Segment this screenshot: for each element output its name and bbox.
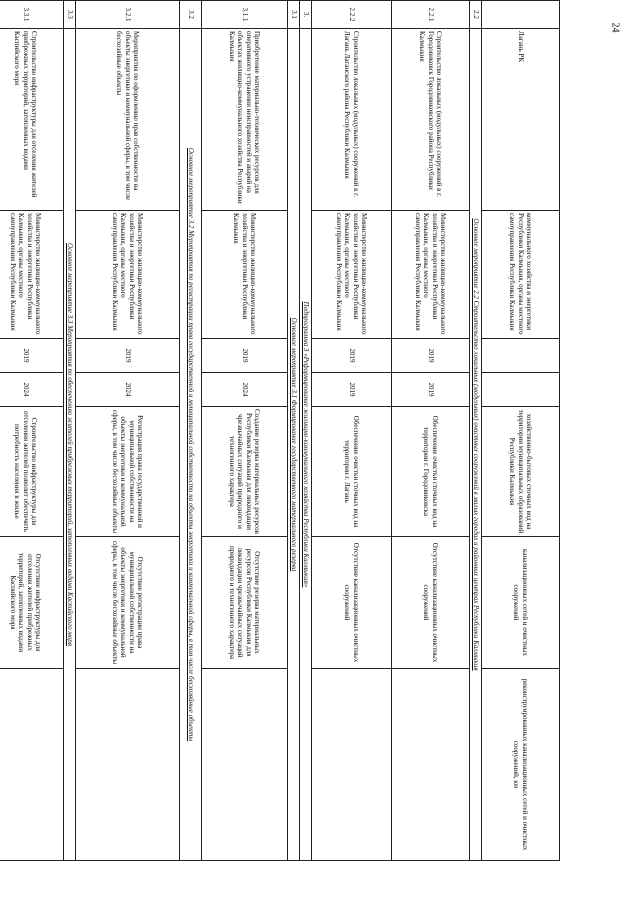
end-year: 2024 (202, 373, 288, 407)
end-year: 2024 (76, 373, 180, 407)
indicator (202, 669, 288, 861)
rotated-table-area (9, 0, 560, 860)
row-number: 3.3 (64, 1, 76, 29)
row-number: 2.2.2 (312, 1, 392, 29)
start-year (482, 339, 560, 373)
consequences: Отсутствие канализационных очистных сооружений (392, 537, 470, 669)
indicator (392, 669, 470, 861)
row-number: 2.2 (470, 1, 482, 29)
executor: Министерство жилищно-коммунального хозяйства и энергетики Республики Калмыкия, органы местного самоуправления Республики Калмыкия (76, 211, 180, 339)
section-title: Основное мероприятие 2.2 Строительство локальных (модульных) очистных сооружений в малых городах и районных центрах Республики Калмыкия (470, 29, 482, 861)
expected-result: Создание резерва материальных ресурсов Республики Калмыкия для ликвидации чрезвычайных ситуаций природного и техногенного характера (202, 407, 288, 537)
consequences: Отсутствие канализационных очистных сооружений (312, 537, 392, 669)
consequences: Отсутствие регистрации права муниципальной собственности на объекты энергетики и коммунальной сферы, в том числе бесхозяйные объекты (76, 537, 180, 669)
table-row (482, 1, 560, 861)
executor: Министерство жилищно-коммунального хозяйства и энергетики Республики Калмыкия (202, 211, 288, 339)
expected-result: Строительство инфраструктуры для отселения жителей позволит обеспечить потребность населения в жилье (0, 407, 64, 537)
expected-result: Регистрация права государственной и муниципальной собственности на объекты энергетики и коммунальной сферы, в том числе бесхозяйные объекты (76, 407, 180, 537)
end-year: 2024 (0, 373, 64, 407)
expected-result: Обеспечение очистки сточных вод на территории г. Лагань (312, 407, 392, 537)
activity-name: Приобретение материально-технических ресурсов для оперативного устранения неисправностей и аварий на объектах жилищно-коммунального хозяйства Республики Калмыкия (202, 29, 288, 211)
executor: Министерство жилищно-коммунального хозяйства и энергетики Республики Калмыкия, органы местного самоуправления Республики Калмыкия (0, 211, 64, 339)
row-number: 2.2.1 (392, 1, 470, 29)
start-year: 2019 (202, 339, 288, 373)
section-row (64, 1, 76, 861)
section-row (300, 1, 312, 861)
end-year: 2019 (312, 373, 392, 407)
activity-name: Строительство локальных (модульных) сооружений в г. Лагань Лаганского района Республики Калмыкия (312, 29, 392, 211)
indicator (0, 669, 64, 861)
row-number: 3.1.1 (202, 1, 288, 29)
start-year: 2019 (392, 339, 470, 373)
table-row (312, 1, 392, 861)
end-year (482, 373, 560, 407)
indicator (76, 669, 180, 861)
consequences: Отсутствие резерва материальных ресурсов Республики Калмыкия для ликвидации чрезвычайных ситуаций природного и техногенного характера (202, 537, 288, 669)
page-number: 24 (609, 22, 621, 33)
table-row (202, 1, 288, 861)
table-row (0, 1, 64, 861)
section-row (180, 1, 202, 861)
table-row (392, 1, 470, 861)
section-title: Основное мероприятие 3.2 Мероприятия по регистрации права государственной и муниципальной собственности на объекты энергетики и коммунальной сферы, в том числе бесхозяйные объекты (180, 29, 202, 861)
consequences: Отсутствие инфраструктуры для отселения жителей прибрежных территорий, затопленных водами Каспийского моря (0, 537, 64, 669)
row-number: 3.1 (288, 1, 300, 29)
end-year: 2019 (392, 373, 470, 407)
section-title: Основное мероприятие 3.1 Формирование государственного материального резерва (288, 29, 300, 861)
executor: коммунального хозяйства и энергетики Республики Калмыкия, органы местного самоуправления Республики Калмыкия (482, 211, 560, 339)
activity-name: Строительство локальных (модульных) сооружений в г. Городовиковск Городовиковского района Республики Калмыкия (392, 29, 470, 211)
section-row (288, 1, 300, 861)
start-year: 2019 (76, 339, 180, 373)
row-number (482, 1, 560, 29)
indicator (312, 669, 392, 861)
row-number: 3.2.1 (76, 1, 180, 29)
section-title: Основное мероприятие 3.3 Мероприятия по обеспечению жителей прибрежных территорий, затопленных водами Каспийского моря (64, 29, 76, 861)
consequences: канализационных сетей и очистных сооружений (482, 537, 560, 669)
activity-name: Лагань РК (482, 29, 560, 211)
activity-name: Мероприятия по оформлению прав собственности на объекты энергетики и коммунальной сферы, в том числе бесхозяйные объекты (76, 29, 180, 211)
row-number: 3.3.1 (0, 1, 64, 29)
row-number: 3. (300, 1, 312, 29)
table-row (76, 1, 180, 861)
indicator: реконструированных канализационных сетей и очистных сооружений, км (482, 669, 560, 861)
executor: Министерство жилищно-коммунального хозяйства и энергетики Республики Калмыкия, органы местного самоуправления Республики Калмыкия (392, 211, 470, 339)
executor: Министерство жилищно-коммунального хозяйства и энергетики Республики Калмыкия, органы местного самоуправления Республики Калмыкия (312, 211, 392, 339)
activity-name: Строительство инфраструктуры для отселения жителей прибрежных территорий, затопленных водами Каспийского моря (0, 29, 64, 211)
row-number: 3.2 (180, 1, 202, 29)
section-title: Подпрограмма 3 «Реформирование жилищно-коммунального хозяйства Республики Калмыкия» (300, 29, 312, 861)
start-year: 2019 (312, 339, 392, 373)
expected-result: Обеспечение очистки сточных вод на территории г. Городовиковска (392, 407, 470, 537)
section-row (470, 1, 482, 861)
start-year: 2019 (0, 339, 64, 373)
expected-result: хозяйственно-бытовых сточных вод на территории муниципальных образований Республики Калмыкия (482, 407, 560, 537)
